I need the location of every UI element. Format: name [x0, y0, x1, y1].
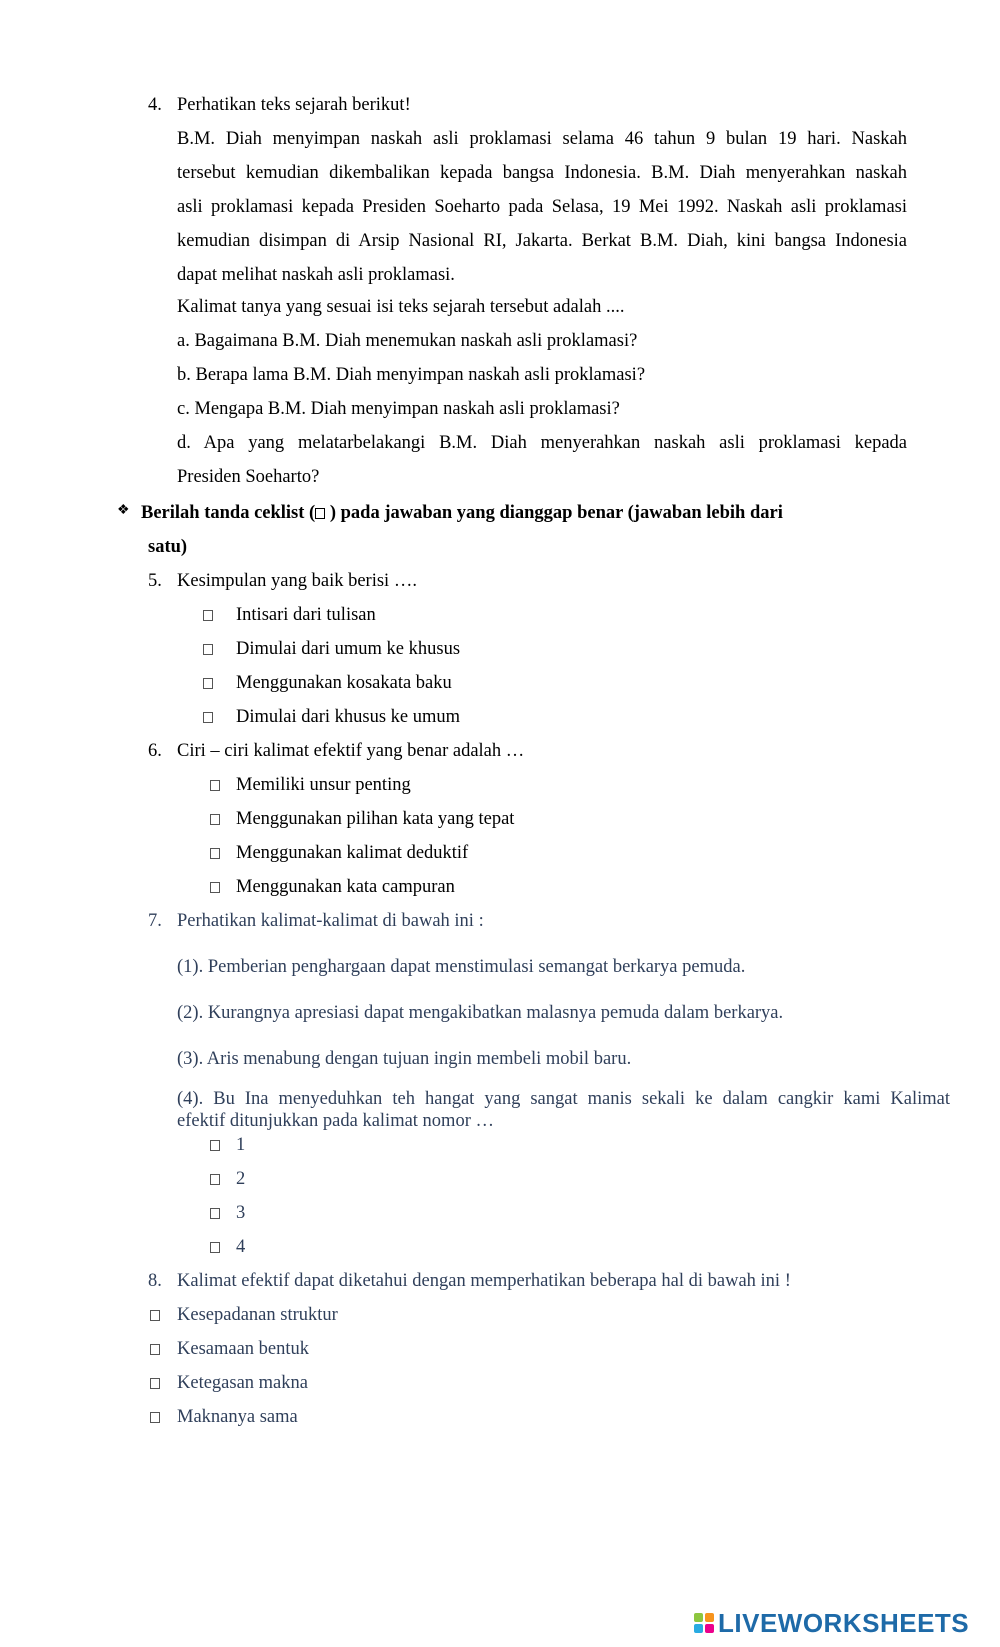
q8-checkbox-4[interactable] — [150, 1412, 160, 1423]
q5-checkbox-2[interactable] — [203, 644, 213, 655]
q5-number: 5. — [148, 571, 162, 591]
q5-option-3: Menggunakan kosakata baku — [236, 673, 452, 693]
q4-passage-line: asli proklamasi kepada Presiden Soeharto pada Selasa, 19 Mei 1992. Naskah asli proklamasi — [177, 197, 907, 217]
q5-checkbox-4[interactable] — [203, 712, 213, 723]
q8-checkbox-3[interactable] — [150, 1378, 160, 1389]
q4-number: 4. — [148, 95, 162, 115]
q4-passage-line: kemudian disimpan di Arsip Nasional RI, Jakarta. Berkat B.M. Diah, kini bangsa Indonesia — [177, 231, 907, 251]
q6-option-1: Memiliki unsur penting — [236, 775, 411, 795]
q7-option-3: 3 — [236, 1203, 246, 1223]
logo-square-icon — [705, 1613, 714, 1622]
q7-option-1: 1 — [236, 1135, 246, 1155]
q4-option-d-line: d. Apa yang melatarbelakangi B.M. Diah menyerahkan naskah asli proklamasi kepada — [177, 433, 907, 453]
q7-sentence-4-line-1: (4). Bu Ina menyeduhkan teh hangat yang sangat manis sekali ke dalam cangkir kami Kalimat — [177, 1089, 950, 1109]
logo-square-icon — [705, 1624, 714, 1633]
q6-checkbox-3[interactable] — [210, 848, 220, 859]
q4-passage-line: tersebut kemudian dikembalikan kepada bangsa Indonesia. B.M. Diah menyerahkan naskah — [177, 163, 907, 183]
q4-passage-line: dapat melihat naskah asli proklamasi. — [177, 265, 455, 285]
q6-checkbox-4[interactable] — [210, 882, 220, 893]
q8-question: Kalimat efektif dapat diketahui dengan memperhatikan beberapa hal di bawah ini ! — [177, 1271, 791, 1291]
q7-checkbox-2[interactable] — [210, 1174, 220, 1185]
q5-question: Kesimpulan yang baik berisi …. — [177, 571, 417, 591]
logo-square-icon — [694, 1613, 703, 1622]
q8-checkbox-2[interactable] — [150, 1344, 160, 1355]
q8-option-2: Kesamaan bentuk — [177, 1339, 310, 1359]
logo-text: LIVEWORKSHEETS — [718, 1607, 970, 1638]
q4-passage — [177, 122, 907, 292]
q8-option-3: Ketegasan makna — [177, 1373, 308, 1393]
q7-checkbox-1[interactable] — [210, 1140, 220, 1151]
instruction-before: Berilah tanda ceklist ( — [141, 503, 316, 523]
q6-checkbox-1[interactable] — [210, 780, 220, 791]
q4-intro: Perhatikan teks sejarah berikut! — [177, 95, 411, 115]
logo-grid-icon — [694, 1613, 714, 1633]
q7-sentence-2: (2). Kurangnya apresiasi dapat mengakibatkan malasnya pemuda dalam berkarya. — [177, 1003, 784, 1023]
q7-option-4: 4 — [236, 1237, 246, 1257]
instruction-line-2: satu) — [148, 537, 188, 557]
q5-checkbox-1[interactable] — [203, 610, 213, 621]
checkbox-icon — [315, 508, 325, 519]
q4-option-d-line: Presiden Soeharto? — [177, 467, 320, 487]
q6-checkbox-2[interactable] — [210, 814, 220, 825]
q5-option-2: Dimulai dari umum ke khusus — [236, 639, 461, 659]
q6-number: 6. — [148, 741, 162, 761]
q7-option-2: 2 — [236, 1169, 246, 1189]
q7-checkbox-3[interactable] — [210, 1208, 220, 1219]
q7-number: 7. — [148, 911, 162, 931]
q8-option-1: Kesepadanan struktur — [177, 1305, 338, 1325]
instruction-after: ) pada jawaban yang dianggap benar (jawaban lebih dari — [325, 503, 783, 523]
q4-passage-line: B.M. Diah menyimpan naskah asli proklamasi selama 46 tahun 9 bulan 19 hari. Naskah — [177, 129, 907, 149]
q4-option-a[interactable]: a. Bagaimana B.M. Diah menemukan naskah asli proklamasi? — [177, 331, 638, 351]
q4-option-b[interactable]: b. Berapa lama B.M. Diah menyimpan naskah asli proklamasi? — [177, 365, 646, 385]
q4-option-c[interactable]: c. Mengapa B.M. Diah menyimpan naskah asli proklamasi? — [177, 399, 620, 419]
q7-question: Perhatikan kalimat-kalimat di bawah ini : — [177, 911, 484, 931]
q5-checkbox-3[interactable] — [203, 678, 213, 689]
q4-option-d[interactable] — [177, 426, 907, 494]
q6-option-4: Menggunakan kata campuran — [236, 877, 455, 897]
q6-option-3: Menggunakan kalimat deduktif — [236, 843, 469, 863]
q6-question: Ciri – ciri kalimat efektif yang benar adalah … — [177, 741, 525, 761]
q4-question: Kalimat tanya yang sesuai isi teks sejarah tersebut adalah .... — [177, 297, 625, 317]
q7-sentence-1: (1). Pemberian penghargaan dapat menstimulasi semangat berkarya pemuda. — [177, 957, 746, 977]
q6-option-2: Menggunakan pilihan kata yang tepat — [236, 809, 515, 829]
q7-sentence-3: (3). Aris menabung dengan tujuan ingin membeli mobil baru. — [177, 1049, 632, 1069]
bullet-diamond-icon: ❖ — [117, 503, 130, 518]
q5-option-1: Intisari dari tulisan — [236, 605, 376, 625]
q5-option-4: Dimulai dari khusus ke umum — [236, 707, 461, 727]
logo-square-icon — [694, 1624, 703, 1633]
q8-checkbox-1[interactable] — [150, 1310, 160, 1321]
q7-sentence-4-line-2: efektif ditunjukkan pada kalimat nomor … — [177, 1111, 494, 1131]
q8-option-4: Maknanya sama — [177, 1407, 298, 1427]
q7-sentence-4 — [177, 1088, 950, 1132]
instruction-line-1 — [141, 496, 783, 530]
liveworksheets-logo[interactable] — [694, 1606, 969, 1640]
q7-checkbox-4[interactable] — [210, 1242, 220, 1253]
q8-number: 8. — [148, 1271, 162, 1291]
